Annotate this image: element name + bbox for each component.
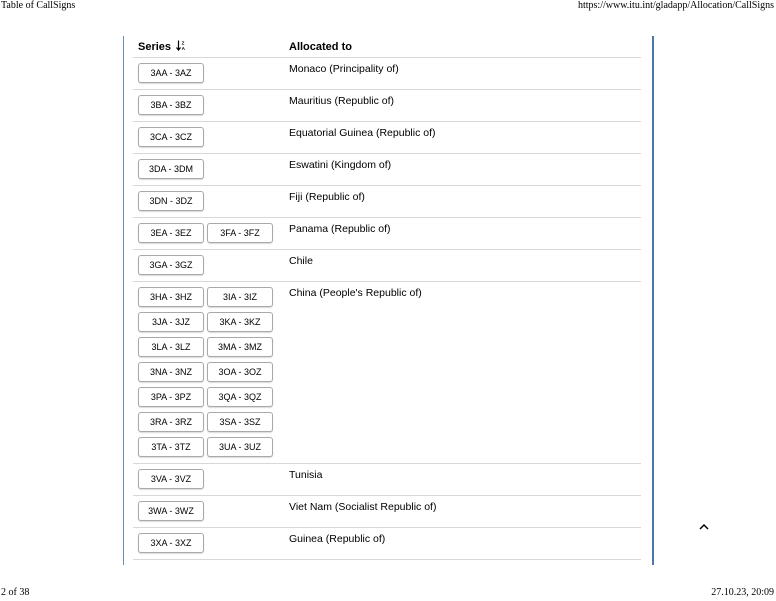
allocated-to-cell: Viet Nam (Socialist Republic of) <box>283 496 641 528</box>
allocated-to-cell: Panama (Republic of) <box>283 218 641 250</box>
series-chip[interactable]: 3FA - 3FZ <box>207 223 273 243</box>
content-border-left <box>123 36 124 565</box>
allocated-to-cell: Eswatini (Kingdom of) <box>283 154 641 186</box>
allocated-column-header: Allocated to <box>283 33 641 58</box>
series-chip[interactable]: 3DA - 3DM <box>138 159 204 179</box>
series-chip[interactable]: 3AA - 3AZ <box>138 63 204 83</box>
series-header-label: Series <box>138 41 172 53</box>
allocated-to-cell: Guinea (Republic of) <box>283 528 641 560</box>
series-chip-group <box>138 126 280 151</box>
series-chip[interactable]: 3BA - 3BZ <box>138 95 204 115</box>
series-chip[interactable]: 3RA - 3RZ <box>138 412 204 432</box>
series-chip[interactable]: 3MA - 3MZ <box>207 337 273 357</box>
table-row <box>133 528 641 560</box>
table-row <box>133 122 641 154</box>
series-chip-group <box>138 222 280 247</box>
series-chip-group <box>138 500 280 525</box>
series-chip[interactable]: 3XA - 3XZ <box>138 533 204 553</box>
series-chip[interactable]: 3PA - 3PZ <box>138 387 204 407</box>
chevron-up-icon[interactable] <box>697 520 711 534</box>
series-cell <box>133 250 283 282</box>
series-chip[interactable]: 3VA - 3VZ <box>138 469 204 489</box>
allocated-to-cell: Chile <box>283 250 641 282</box>
series-chip-group <box>138 532 280 557</box>
series-chip-group <box>138 94 280 119</box>
table-row <box>133 282 641 464</box>
series-chip[interactable]: 3IA - 3IZ <box>207 287 273 307</box>
table-row <box>133 154 641 186</box>
series-cell <box>133 282 283 464</box>
page-title: Table of CallSigns <box>1 0 76 11</box>
series-cell <box>133 122 283 154</box>
series-cell <box>133 154 283 186</box>
series-chip[interactable]: 3WA - 3WZ <box>138 501 204 521</box>
table-row <box>133 58 641 90</box>
print-datetime: 27.10.23, 20:09 <box>711 587 774 598</box>
series-cell <box>133 528 283 560</box>
series-cell <box>133 186 283 218</box>
series-chip[interactable]: 3EA - 3EZ <box>138 223 204 243</box>
series-chip-group <box>138 286 280 461</box>
series-chip[interactable]: 3UA - 3UZ <box>207 437 273 457</box>
svg-text:Z: Z <box>181 40 185 46</box>
table-header-row <box>133 33 641 58</box>
allocated-to-cell: Mauritius (Republic of) <box>283 90 641 122</box>
series-cell <box>133 90 283 122</box>
series-chip-group <box>138 158 280 183</box>
page-number: 2 of 38 <box>1 587 30 598</box>
series-chip[interactable]: 3TA - 3TZ <box>138 437 204 457</box>
series-chip-group <box>138 62 280 87</box>
allocated-to-cell: Equatorial Guinea (Republic of) <box>283 122 641 154</box>
series-chip-group <box>138 190 280 215</box>
series-chip[interactable]: 3JA - 3JZ <box>138 312 204 332</box>
callsign-table <box>133 33 641 560</box>
series-chip[interactable]: 3SA - 3SZ <box>207 412 273 432</box>
series-chip[interactable]: 3HA - 3HZ <box>138 287 204 307</box>
allocated-to-cell: China (People's Republic of) <box>283 282 641 464</box>
content-border-right <box>652 36 654 565</box>
series-chip[interactable]: 3DN - 3DZ <box>138 191 204 211</box>
series-chip[interactable]: 3NA - 3NZ <box>138 362 204 382</box>
series-cell <box>133 496 283 528</box>
table-row <box>133 496 641 528</box>
series-chip-group <box>138 254 280 279</box>
series-chip[interactable]: 3GA - 3GZ <box>138 255 204 275</box>
page-url: https://www.itu.int/gladapp/Allocation/CallSigns <box>577 0 774 11</box>
series-chip[interactable]: 3CA - 3CZ <box>138 127 204 147</box>
allocated-to-cell: Monaco (Principality of) <box>283 58 641 90</box>
allocated-to-cell: Fiji (Republic of) <box>283 186 641 218</box>
print-header <box>0 0 776 14</box>
series-cell <box>133 58 283 90</box>
series-column-header[interactable] <box>133 33 283 58</box>
series-chip[interactable]: 3LA - 3LZ <box>138 337 204 357</box>
series-chip[interactable]: 3KA - 3KZ <box>207 312 273 332</box>
series-chip-group <box>138 468 280 493</box>
table-row <box>133 464 641 496</box>
table-row <box>133 250 641 282</box>
print-footer <box>0 587 776 601</box>
series-chip[interactable]: 3OA - 3OZ <box>207 362 273 382</box>
sort-descending-icon[interactable] <box>176 40 186 51</box>
table-row <box>133 90 641 122</box>
series-chip[interactable]: 3QA - 3QZ <box>207 387 273 407</box>
allocated-to-cell: Tunisia <box>283 464 641 496</box>
table-row <box>133 186 641 218</box>
svg-text:A: A <box>181 46 186 51</box>
series-cell <box>133 218 283 250</box>
table-row <box>133 218 641 250</box>
series-cell <box>133 464 283 496</box>
